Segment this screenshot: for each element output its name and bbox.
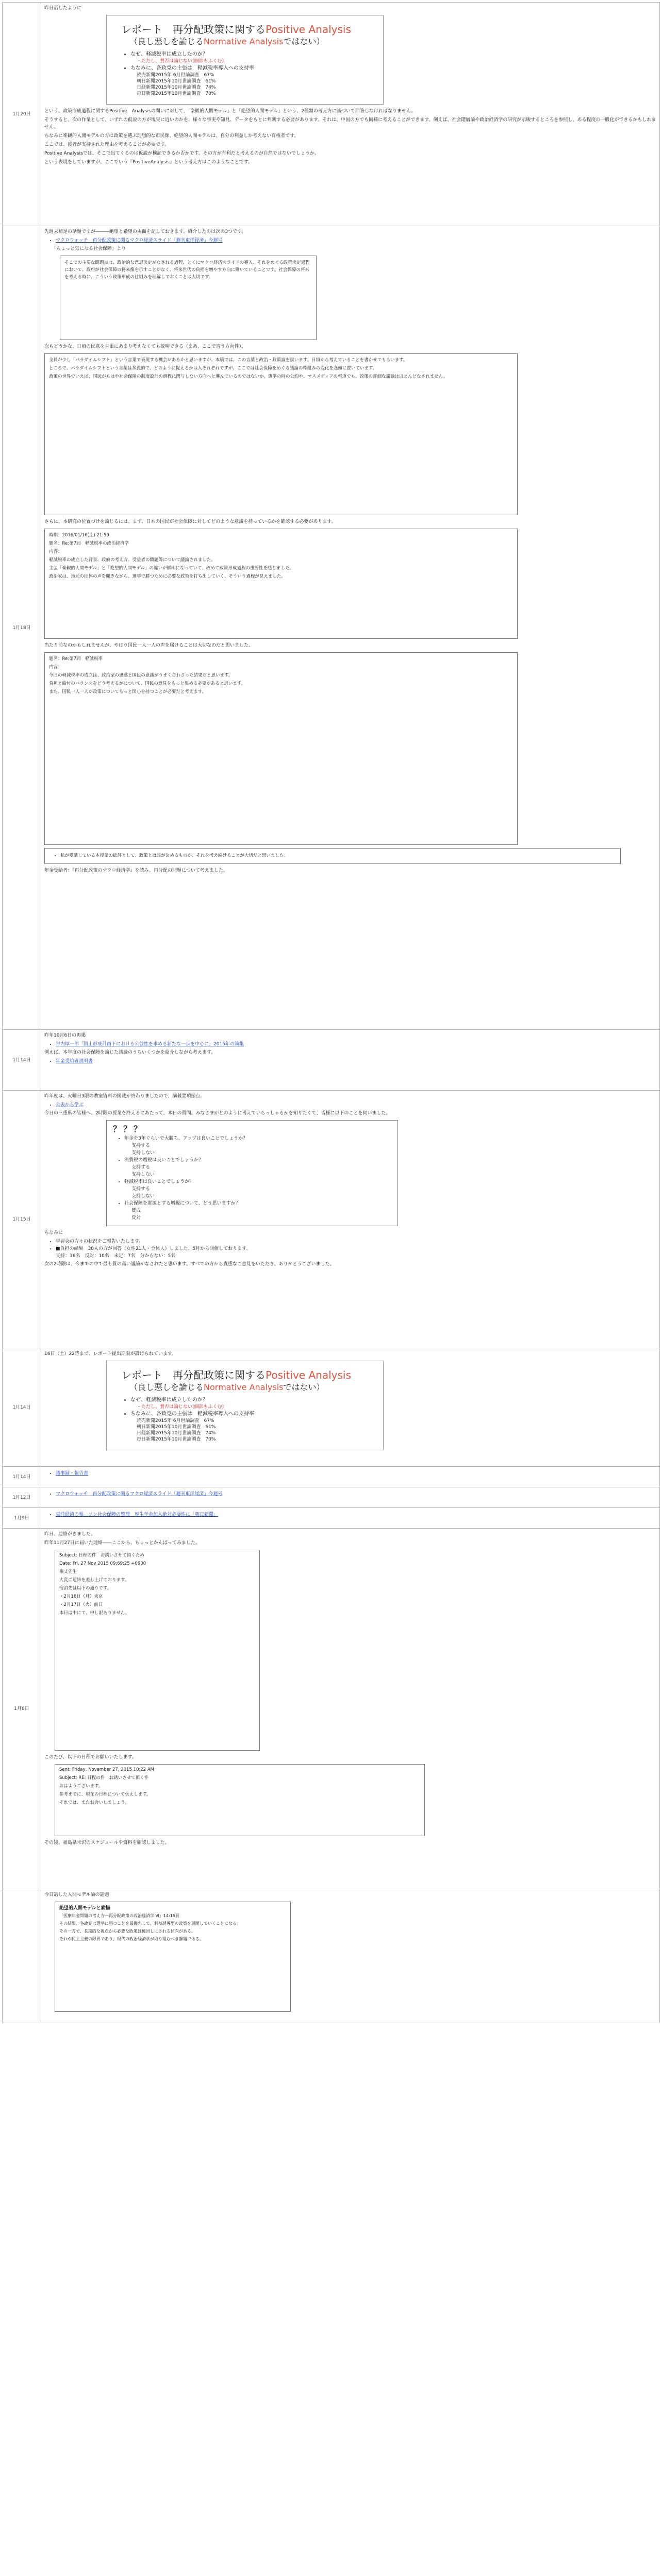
poll-item: 朝日新聞2015年10月世論調査 61% [137, 1425, 216, 1430]
entry-text: 今日の三重県の皆様へ、2時限の授業を終えるにあたって、本日の質問。みなさまがどのように考えていらっしゃるかを知りたくて、皆様に以下のことを伺いました。 [44, 1111, 391, 1116]
memo-box [44, 652, 518, 845]
result-item: • 学習会の方々の状況をご報告いたします。 [56, 1238, 656, 1245]
entry-body [41, 1091, 660, 1348]
report-slide [106, 1361, 384, 1450]
quote-box [44, 353, 518, 515]
entry-body [41, 1508, 660, 1529]
slide-bullets [130, 1396, 369, 1443]
entry-date: 1月9日 [3, 1508, 41, 1529]
memo-line: また、国民一人一人が政策についてもっと関心を持つことが必要だと考えます。 [49, 689, 207, 694]
poll-item: 読売新聞2015年 6月世論調査 67% [137, 73, 214, 78]
entry-row [3, 1348, 660, 1467]
entry-intro: 16日（土）22時まで、レポート提出期限が設けられています。 [44, 1351, 177, 1357]
entry-text: という、政策形成過程に関するPositive Analysisの問いに対して、「楽観的人間モデル」と「絶望的人間モデル」という、2種類の考え方に基づいて回答しなければなりません。 [44, 109, 416, 114]
result-item: 支持：36名 反対：10名 未定：7名 分からない：5名 [56, 1253, 176, 1259]
entry-text: ちなみに [44, 1230, 63, 1235]
memo-line: 内容： [49, 549, 62, 554]
slide-bullet: • ちなみに、各政党の主張は 軽減税率導入への支持率 読売新聞2015年 6月世論調査 67% 朝日新聞2015年10月世論調査 61% 日経新聞2015年10月世論調査 74% 毎日新聞2015年10月世論調査 70% [130, 64, 369, 97]
entry-intro: 昨年度は、火曜日3限の教室資料の掲載が終わりましたので、講義要項節点。 [44, 1094, 205, 1099]
memo-label: 時期：2016/01/16(土) 21:59 [49, 533, 109, 538]
slide-bullet: • なぜ、軽減税率は成立したのか？ ・ただし、賛否は論じない(細部もふくむ) [130, 1396, 369, 1410]
doc-link[interactable]: 東洋経済の帳 ソン社会保障の整理 厚生年金加入絶対必要性に「朝日新聞」 [56, 1512, 219, 1517]
doc-link[interactable]: 公表から学ぶ [56, 1103, 84, 1108]
entry-intro: 昨日話したように [44, 6, 82, 11]
entry-date [3, 1889, 41, 2023]
link-item [56, 1058, 656, 1065]
memo-line: 今回の軽減税率の成立は、政治家の思惑と国民の意識がうまく合わさった結果だと思います。 [49, 673, 233, 678]
link-list [56, 1041, 656, 1048]
entry-text: Positive Analysisでは、そこで出てくるのは仮説が検証できるか否かです。その方が有利だと考えるのが自然ではないでしょうか。 [44, 151, 319, 156]
entry-body [41, 1030, 660, 1091]
question-option: 支持しない [131, 1150, 155, 1156]
question-list [124, 1135, 391, 1222]
entry-row [3, 226, 660, 1030]
doc-line: その一方で、長期的な視点から必要な政策は後回しにされる傾向がある。 [59, 1929, 195, 1934]
link-list [56, 1101, 656, 1109]
mail-line: 権丈先生 [59, 1569, 77, 1574]
entry-text: 次の2時限は、今までの中で最も質の高い議論がなされたと思います。すべての方から貴重なご意見をいただき、ありがとうございました。 [44, 1262, 335, 1267]
doc-link[interactable]: 議事録・報告書 [56, 1471, 89, 1476]
entry-text: 当たり前なのかもしれませんが、やはり国民一人一人の声を届けることは大切なのだと思いました。 [44, 643, 254, 648]
memo-line: 主張「楽観的人間モデル」と「絶望的人間モデル」の違いが鮮明になっていて、改めて政策形成過程の重要性を感じました。 [49, 566, 294, 571]
doc-line: その結果、各政党は選挙に勝つことを最優先して、利益誘導型の政策を展開していくことになる。 [59, 1921, 241, 1926]
mail-date: Date: Fri, 27 Nov 2015 09:69:25 +0900 [59, 1561, 146, 1566]
entry-text: という表現をしていますが、ここでいう『PositiveAnalysis』という考え方はこのようなことです。 [44, 160, 253, 165]
entry-text: 昨年11月27日に届いた連絡――ここから、ちょっとかんばってみました。 [44, 1540, 200, 1546]
question-item: • 消費税の増税は良いことでしょうか？ [124, 1157, 391, 1164]
entry-date: 1月14日 [3, 1030, 41, 1091]
memo-line: 題名：Re:第7回 軽減税率 [49, 656, 103, 662]
document-excerpt [55, 1902, 291, 2012]
memo-box [44, 529, 518, 639]
poll-item: 読売新聞2015年 6月世論調査 67% [137, 1418, 214, 1423]
doc-subheading: 「医療年金問題の考え方―再分配政策の政治経済学 Ⅵ」14:15頁 [59, 1913, 179, 1918]
entry-row [3, 1508, 660, 1529]
mail-box [55, 1550, 260, 1751]
slide-note: ・ただし、賛否は論じない(細部もふくむ) [137, 59, 224, 64]
entry-date: 1月14日 [3, 1467, 41, 1487]
entry-row [3, 1091, 660, 1348]
entry-row [3, 1889, 660, 2023]
entry-date: 1月14日 [3, 1348, 41, 1467]
source-list [56, 237, 656, 244]
doc-link[interactable]: 谷内厚一郎「国土形成計画下における公益性を求める新たな一歩を中心に」2015年の論集 [56, 1042, 244, 1047]
mail-line: おはようございます。 [59, 1784, 103, 1789]
mail-line: 参考までに、現在の日程について伝えします。 [59, 1792, 151, 1797]
link-item [56, 1041, 656, 1048]
slide-note: ・ただし、賛否は論じない(細部もふくむ) [137, 1404, 224, 1410]
quote-para: ところで、パラダイムシフトという言葉は多義的で、どのように捉えるかは人それぞれですが、ここでは社会保障をめぐる議論の枠組みの変化を念頭に置いています。 [49, 366, 377, 371]
slide-subtitle: （良し悪しを論じるNormative Analysisではない） [129, 37, 325, 46]
question-option: 賛成 [131, 1208, 141, 1213]
entry-text: このたび、以下の日程でお願いいたします。 [44, 1755, 137, 1760]
entry-intro: 昨日、連絡がきました。 [44, 1532, 96, 1537]
link-item [56, 1511, 656, 1518]
link-item [56, 1101, 656, 1109]
question-item: • 社会保障を財源とする増税について、どう思いますか？ [124, 1200, 391, 1207]
entry-row [3, 1030, 660, 1091]
entry-date: 1月18日 [3, 226, 41, 1030]
entries-table [2, 2, 660, 2023]
question-item: • 年金を3年ぐらいで大勝ち、アップは良いことでしょうか？ [124, 1135, 391, 1142]
question-option: 支持する [131, 1143, 151, 1148]
question-option: 支持しない [131, 1194, 155, 1199]
quote-box: そこでの主要な問題点は、政治的な意思決定がなされる過程、とくにマクロ経済スライドの導入、それをめぐる政策決定過程において、政府が社会保障の将来像を示すことがなく、将来世代の負担を増やす方向に働いていることです。社会保障の将来を考える時に、こういう政策形成の仕組みを理解しておくことは大切です。 [60, 256, 317, 340]
entry-body [41, 1529, 660, 1889]
entry-date: 1月8日 [3, 1529, 41, 1889]
poll-item: 毎日新聞2015年10月世論調査 70% [137, 91, 216, 96]
quote-para: 全員が少し「パラダイムシフト」という言葉で表現する機会があるかと思いますが、本稿では、この言葉と政治・政策論を扱います。日頃から考えていることを書かせてもらいます。 [49, 358, 408, 363]
doc-link[interactable]: マクロウォッチ 再分配政策に関るマクロ経済スライド「週刊東洋経済」今週号 [56, 1492, 223, 1497]
mail-line: 大変ご連絡を差し上げております。 [59, 1578, 129, 1583]
memo-line: 題名：Re:第7回 軽減税率の政治経済学 [49, 541, 129, 546]
entry-row [3, 1467, 660, 1487]
mail-line: Sent: Friday, November 27, 2015 10:22 AM [59, 1767, 154, 1772]
mail-line: 宿泊先は以下の通りです。 [59, 1586, 112, 1591]
doc-link[interactable]: 年金受給者説明書 [56, 1059, 93, 1064]
entry-text: さらに、本研究の位置づけを論じるには、まず、日本の国民が社会保障に対してどのような意識を持っているかを確認する必要があります。 [44, 519, 336, 524]
source-item [56, 237, 656, 244]
poll-item: 毎日新聞2015年10月世論調査 70% [137, 1437, 216, 1442]
memo-line: 軽減税率の成立した背景、政府の考え方、受益者の問題等について議論されました。 [49, 557, 216, 563]
entry-text: その後、福島県米沢のスケジュールや資料を確認しました。 [44, 1840, 170, 1845]
link-list [56, 1058, 656, 1065]
entry-body [41, 1487, 660, 1508]
slide-bullet: • ちなみに、各政党の主張は 軽減税率導入への支持率 読売新聞2015年 6月世論調査 67% 朝日新聞2015年10月世論調査 61% 日経新聞2015年10月世論調査 74% 毎日新聞2015年10月世論調査 70% [130, 1410, 369, 1443]
entry-row [3, 3, 660, 226]
link-item [56, 1490, 656, 1498]
poll-item: 日経新聞2015年10月世論調査 74% [137, 1431, 216, 1436]
doc-heading: 絶望的人間モデルと素描 [59, 1906, 110, 1911]
question-title: ？？？ [113, 1124, 144, 1134]
quote-para: 政策の世界でいえば、国民がもはや社会保障の制度設計の過程に関与しない方向へと進んでいるのではないか。選挙の時の公約や、マスメディアの報道でも、政策の詳細な議論はほとんどなされません。 [49, 374, 448, 379]
question-option: 支持しない [131, 1172, 155, 1177]
footnote-item: • 私が受講している本授業の総評として、政策とは誰が決めるものか、それを考え続けることが大切だと思いました。 [60, 853, 616, 859]
entry-text: 年金受給者：『再分配政策のマクロ経済学』を読み、再分配の問題について考えました。 [44, 868, 228, 873]
entry-intro: 先週末補足の話題ですが―――絶望と希望の両面を記しておきます。紹介したのは次の3つです。 [44, 229, 246, 234]
poll-item: 日経新聞2015年10月世論調査 74% [137, 85, 216, 90]
entry-body [41, 1889, 660, 2023]
slide-bullet: • なぜ、軽減税率は成立したのか？ ・ただし、賛否は論じない(細部もふくむ) [130, 50, 369, 64]
entry-text: 次もどうかな、日頃の民意を主張にあまり考えなくても説明できる（まあ、ここで言う方向性）。 [44, 344, 246, 349]
memo-line: 政治家は、地元の団体の声を聞きながら、選挙で勝つために必要な政策を打ち出していく、そういう過程が見えました。 [49, 574, 286, 579]
entry-body [41, 3, 660, 226]
entry-text: ここでは、後者が支持された理由を考えることが必要です。 [44, 142, 170, 147]
poll-item: 朝日新聞2015年10月世論調査 61% [137, 79, 216, 84]
mail-line: Subject: RE: 日程の件 お誘いさせて頂く件 [59, 1775, 149, 1781]
memo-line: 負担と給付のバランスをどう考えるかについて、国民の意見をもっと集める必要があると思います。 [49, 681, 246, 686]
source-link[interactable]: マクロウォッチ 再分配政策に関るマクロ経済スライド「週刊東洋経済」今週号 [56, 238, 223, 243]
slide-title: レポート 再分配政策に関するPositive Analysis [121, 23, 351, 36]
entry-text: ちなみに楽観的人間モデルの方は政策を選ぶ理想的な市民像、絶望的人間モデルは、自分の利益しか考えない有権者です。 [44, 133, 299, 139]
doc-line: それが民主主義の限界であり、現代の政治経済学が取り組むべき課題である。 [59, 1937, 204, 1941]
result-item: • ■負担の結果 30人の方が回答（女性21人・全体人）しました。5月から開催しております。 [56, 1245, 656, 1252]
entry-body [41, 1348, 660, 1467]
question-item: • 軽減税率は良いことでしょうか？ [124, 1178, 391, 1185]
mail-line: ・2月17日（火）前日 [59, 1602, 103, 1607]
link-item [56, 1470, 656, 1477]
entry-date: 1月12日 [3, 1487, 41, 1508]
question-option: 反対 [131, 1215, 141, 1221]
entry-row [3, 1487, 660, 1508]
slide-title: レポート 再分配政策に関するPositive Analysis [121, 1369, 351, 1381]
result-list [56, 1238, 656, 1260]
entry-text: そうすると、次の作業として、いずれの仮説の方が現実に近いのかを、様々な事実や知見、データをもとに判断する必要があります。それは、中国の方でも同様に考えることができます。例えば、社会階層論や政治経済学の研究が示唆するところを参照し、ある程度の一般化ができるかもしれません。 [44, 117, 656, 130]
entry-date: 1月20日 [3, 3, 41, 226]
entry-intro: 昨年10月6日の再掲 [44, 1033, 86, 1038]
entry-body [41, 226, 660, 1030]
slide-bullets [130, 50, 369, 97]
question-option: 支持する [131, 1187, 151, 1192]
entry-text: 「ちょっと気になる社会保障」より [52, 246, 126, 251]
slide-subtitle: （良し悪しを論じるNormative Analysisではない） [129, 1382, 325, 1392]
mail-line: ・2月16日（月）東京 [59, 1594, 103, 1599]
entry-date: 1月15日 [3, 1091, 41, 1348]
entry-row [3, 1529, 660, 1889]
entry-intro: 今日話した人間モデル論の話題 [44, 1892, 109, 1897]
footnote-box [44, 848, 621, 864]
entry-body [41, 1467, 660, 1487]
question-box [106, 1120, 398, 1226]
mail-subject: Subject: 日程の件 お誘いさせて頂くため [59, 1553, 144, 1558]
mail-box [55, 1764, 425, 1836]
question-option: 支持する [131, 1165, 151, 1170]
report-slide [106, 15, 384, 105]
memo-line: 内容： [49, 665, 62, 670]
mail-line: 本日は中にて、申し訳ありません。 [59, 1611, 130, 1616]
mail-line: それでは、またお会いしましょう。 [59, 1800, 130, 1805]
entry-text: 例えば、本年度の社会保障を論じた議論のうちいくつかを紹介しながら考えます。 [44, 1050, 216, 1055]
